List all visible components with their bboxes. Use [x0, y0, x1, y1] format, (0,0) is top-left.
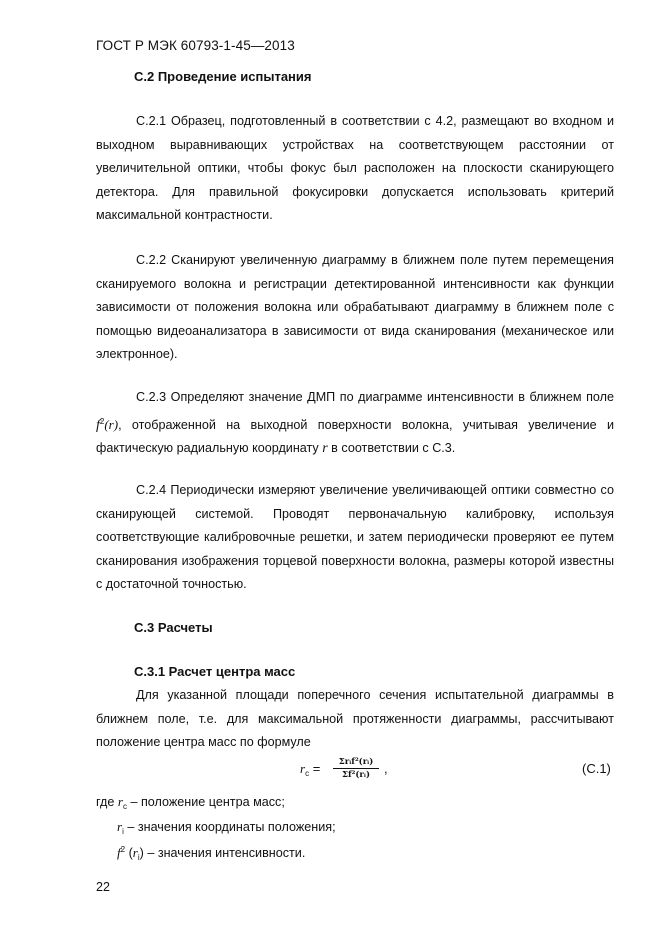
where-close-paren: ) — [139, 846, 144, 860]
paragraph-c2-4 — [96, 479, 614, 597]
document-header: ГОСТ Р МЭК 60793-1-45—2013 — [96, 38, 295, 53]
fraction-bar — [333, 768, 379, 769]
paragraph-c3-1-text: Для указанной площади поперечного сечения испытательной диаграммы в ближнем поле, т.е. для максимальной протяженности диаграммы, рассчитывают положение центра масс по формуле — [96, 688, 614, 749]
formula-subscript-c: c — [305, 769, 310, 778]
paragraph-c2-1-text: С.2.1 Образец, подготовленный в соответствии с 4.2, размещают во входном и выходном выравнивающих устройствах на соответствующем расстоянии от увеличительной оптики, чтобы фокус был расположен на плоскости сканирующего детектора. Для правильной фокусировки допускается использовать критерий максимальной контрастности. — [96, 114, 614, 222]
formula-c1 — [300, 753, 620, 789]
paragraph-c2-3-middle: , отображенной на выходной поверхности волокна, учитывая увеличение и фактическую радиальную координату — [96, 417, 614, 455]
paragraph-c2-2-text: С.2.2 Сканируют увеличенную диаграмму в ближнем поле путем перемещения сканируемого волокна и регистрации детектированной интенсивности как функции зависимости от положения волокна или обрабатывают диаграмму в ближнем поле с помощью видеоанализатора в зависимости от вида сканирования (механическое или электронное). — [96, 253, 614, 361]
paragraph-c3-1 — [96, 684, 614, 755]
paragraph-c2-1 — [96, 110, 614, 228]
formula-r-symbol: r — [300, 761, 306, 776]
section-c2-heading: С.2 Проведение испытания — [134, 69, 312, 84]
formula-numerator: Σrᵢf²(rᵢ) — [338, 757, 374, 767]
formula-denominator: Σf²(rᵢ) — [342, 770, 370, 780]
where-intro: где — [96, 795, 118, 809]
where-ri-symbol: r — [117, 819, 123, 834]
formula-equals: = — [312, 761, 321, 776]
where-rc-text: – положение центра масс; — [126, 795, 285, 809]
where-line-3 — [117, 845, 305, 862]
where-rc-subscript: c — [122, 802, 127, 811]
radial-coordinate-symbol: r — [322, 441, 328, 456]
subsection-c3-1-heading: С.3.1 Расчет центра масс — [134, 664, 296, 679]
where-f-superscript: 2 — [120, 845, 126, 854]
where-ri-subscript: i — [122, 827, 124, 836]
where-fri-text: – значения интенсивности. — [143, 846, 306, 860]
where-line-1 — [96, 794, 285, 811]
where-line-2 — [117, 819, 336, 836]
formula-comma: , — [384, 761, 388, 776]
formula-lhs — [300, 761, 320, 778]
paragraph-c2-3-end: в соответствии с С.3. — [327, 441, 456, 455]
equation-number: (С.1) — [582, 761, 611, 776]
page-number: 22 — [96, 880, 110, 894]
section-c3-heading: С.3 Расчеты — [134, 620, 213, 635]
argument-r: (r) — [104, 416, 119, 432]
where-f-symbol: f — [117, 845, 121, 860]
where-ri-text: – значения координаты положения; — [123, 820, 336, 834]
paragraph-c2-3 — [96, 386, 614, 461]
paragraph-c2-3-start: С.2.3 Определяют значение ДМП по диаграмме интенсивности в ближнем поле — [136, 390, 614, 404]
where-fri-subscript: i — [137, 853, 140, 862]
where-open-paren: ( — [125, 846, 133, 860]
where-fri-r-symbol: r — [132, 845, 138, 860]
function-f-symbol: f — [96, 417, 100, 433]
formula-fraction — [333, 757, 379, 780]
where-rc-symbol: r — [117, 794, 123, 809]
superscript-2: 2 — [99, 416, 105, 426]
paragraph-c2-2 — [96, 249, 614, 367]
paragraph-c2-4-text: С.2.4 Периодически измеряют увеличение увеличивающей оптики совместно со сканирующей системой. Проводят первоначальную калибровку, используя соответствующие калибровочные решетки, и затем периодически проверяют ее путем сканирования изображения торцевой поверхности волокна, размеры которой известны с достаточной точностью. — [96, 483, 614, 591]
